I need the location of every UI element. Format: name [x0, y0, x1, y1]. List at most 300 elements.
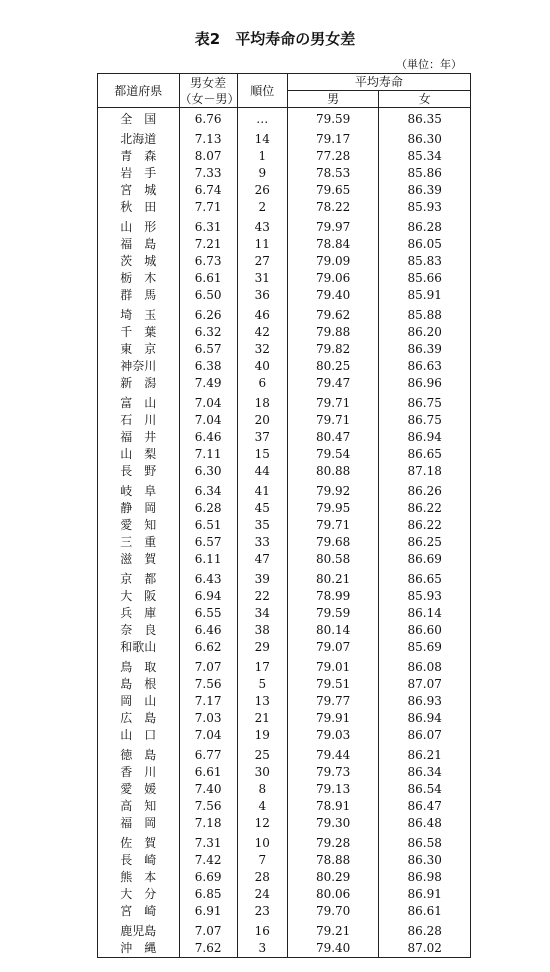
table-row	[98, 727, 471, 744]
rank-cell: 20	[237, 412, 287, 429]
table-row	[98, 412, 471, 429]
male-cell: 79.62	[287, 304, 379, 324]
male-cell: 79.40	[287, 287, 379, 304]
table-row	[98, 500, 471, 517]
male-cell: 80.25	[287, 358, 379, 375]
table-row	[98, 852, 471, 869]
female-cell: 86.39	[379, 341, 471, 358]
table-row	[98, 832, 471, 852]
female-cell: 86.96	[379, 375, 471, 392]
female-cell: 87.18	[379, 463, 471, 480]
rank-cell: 11	[237, 236, 287, 253]
diff-cell: 6.30	[179, 463, 237, 480]
male-cell: 80.06	[287, 886, 379, 903]
rank-cell: 29	[237, 639, 287, 656]
rank-cell: 14	[237, 128, 287, 148]
female-cell: 85.66	[379, 270, 471, 287]
male-cell: 79.65	[287, 182, 379, 199]
diff-cell: 6.55	[179, 605, 237, 622]
diff-cell: 6.46	[179, 622, 237, 639]
rank-cell: 21	[237, 710, 287, 727]
table-row	[98, 165, 471, 182]
female-cell: 86.34	[379, 764, 471, 781]
prefecture-cell: 岩 手	[98, 165, 180, 182]
rank-cell: 42	[237, 324, 287, 341]
diff-cell: 7.62	[179, 940, 237, 958]
header-female: 女	[379, 91, 471, 108]
rank-cell: 41	[237, 480, 287, 500]
male-cell: 78.88	[287, 852, 379, 869]
rank-cell: 16	[237, 920, 287, 940]
rank-cell: 44	[237, 463, 287, 480]
diff-cell: 7.07	[179, 656, 237, 676]
rank-cell: 45	[237, 500, 287, 517]
female-cell: 86.08	[379, 656, 471, 676]
prefecture-cell: 長 崎	[98, 852, 180, 869]
prefecture-cell: 福 井	[98, 429, 180, 446]
male-cell: 79.92	[287, 480, 379, 500]
prefecture-cell: 福 島	[98, 236, 180, 253]
table-row	[98, 236, 471, 253]
male-cell: 79.21	[287, 920, 379, 940]
male-cell: 79.09	[287, 253, 379, 270]
male-cell: 79.97	[287, 216, 379, 236]
female-cell: 86.30	[379, 128, 471, 148]
prefecture-cell: 三 重	[98, 534, 180, 551]
male-cell: 79.88	[287, 324, 379, 341]
female-cell: 86.22	[379, 517, 471, 534]
male-cell: 79.91	[287, 710, 379, 727]
prefecture-cell: 北海道	[98, 128, 180, 148]
prefecture-cell: 新 潟	[98, 375, 180, 392]
prefecture-cell: 群 馬	[98, 287, 180, 304]
table-row	[98, 656, 471, 676]
diff-cell: 6.26	[179, 304, 237, 324]
prefecture-cell: 石 川	[98, 412, 180, 429]
prefecture-cell: 神奈川	[98, 358, 180, 375]
table-row	[98, 588, 471, 605]
diff-cell: 7.40	[179, 781, 237, 798]
rank-cell: 28	[237, 869, 287, 886]
female-cell: 85.88	[379, 304, 471, 324]
female-cell: 85.93	[379, 588, 471, 605]
table-row	[98, 869, 471, 886]
diff-cell: 6.38	[179, 358, 237, 375]
prefecture-cell: 山 梨	[98, 446, 180, 463]
diff-cell: 7.04	[179, 727, 237, 744]
prefecture-cell: 徳 島	[98, 744, 180, 764]
diff-cell: 6.61	[179, 764, 237, 781]
prefecture-cell: 鹿児島	[98, 920, 180, 940]
prefecture-cell: 高 知	[98, 798, 180, 815]
table-row	[98, 710, 471, 727]
female-cell: 85.69	[379, 639, 471, 656]
male-cell: 79.71	[287, 412, 379, 429]
diff-cell: 6.50	[179, 287, 237, 304]
table-row	[98, 358, 471, 375]
male-cell: 79.68	[287, 534, 379, 551]
female-cell: 86.65	[379, 568, 471, 588]
rank-cell: 24	[237, 886, 287, 903]
diff-cell: 6.46	[179, 429, 237, 446]
prefecture-cell: 宮 城	[98, 182, 180, 199]
male-cell: 80.21	[287, 568, 379, 588]
diff-cell: 6.77	[179, 744, 237, 764]
male-cell: 79.44	[287, 744, 379, 764]
rank-cell: 2	[237, 199, 287, 216]
header-diff-line1: 男女差	[190, 75, 227, 90]
rank-cell: 40	[237, 358, 287, 375]
male-cell: 78.53	[287, 165, 379, 182]
table-row	[98, 108, 471, 129]
rank-cell: 35	[237, 517, 287, 534]
male-cell: 79.95	[287, 500, 379, 517]
rank-cell: 33	[237, 534, 287, 551]
prefecture-cell: 全 国	[98, 108, 180, 129]
prefecture-cell: 滋 賀	[98, 551, 180, 568]
life-expectancy-table	[97, 73, 471, 958]
male-cell: 78.22	[287, 199, 379, 216]
female-cell: 86.22	[379, 500, 471, 517]
male-cell: 77.28	[287, 148, 379, 165]
male-cell: 80.14	[287, 622, 379, 639]
table-row	[98, 798, 471, 815]
rank-cell: 32	[237, 341, 287, 358]
prefecture-cell: 青 森	[98, 148, 180, 165]
rank-cell: 5	[237, 676, 287, 693]
header-diff-line2: （女－男）	[179, 91, 240, 106]
female-cell: 86.07	[379, 727, 471, 744]
prefecture-cell: 兵 庫	[98, 605, 180, 622]
prefecture-cell: 愛 媛	[98, 781, 180, 798]
diff-cell: 6.34	[179, 480, 237, 500]
diff-cell: 6.43	[179, 568, 237, 588]
female-cell: 86.30	[379, 852, 471, 869]
diff-cell: 6.62	[179, 639, 237, 656]
male-cell: 79.73	[287, 764, 379, 781]
table-row	[98, 568, 471, 588]
rank-cell: 4	[237, 798, 287, 815]
diff-cell: 7.11	[179, 446, 237, 463]
prefecture-cell: 香 川	[98, 764, 180, 781]
diff-cell: 6.76	[179, 108, 237, 129]
table-row	[98, 480, 471, 500]
rank-cell: 34	[237, 605, 287, 622]
rank-cell: 38	[237, 622, 287, 639]
diff-cell: 7.07	[179, 920, 237, 940]
male-cell: 79.28	[287, 832, 379, 852]
female-cell: 85.91	[379, 287, 471, 304]
table-row	[98, 324, 471, 341]
rank-cell: 43	[237, 216, 287, 236]
male-cell: 78.99	[287, 588, 379, 605]
prefecture-cell: 栃 木	[98, 270, 180, 287]
rank-cell: 26	[237, 182, 287, 199]
rank-cell: 18	[237, 392, 287, 412]
table-row	[98, 815, 471, 832]
female-cell: 85.93	[379, 199, 471, 216]
prefecture-cell: 宮 崎	[98, 903, 180, 920]
rank-cell: 47	[237, 551, 287, 568]
prefecture-cell: 佐 賀	[98, 832, 180, 852]
female-cell: 86.93	[379, 693, 471, 710]
diff-cell: 7.31	[179, 832, 237, 852]
male-cell: 78.91	[287, 798, 379, 815]
male-cell: 79.17	[287, 128, 379, 148]
female-cell: 85.34	[379, 148, 471, 165]
diff-cell: 7.13	[179, 128, 237, 148]
table-row	[98, 392, 471, 412]
male-cell: 80.47	[287, 429, 379, 446]
female-cell: 86.28	[379, 216, 471, 236]
male-cell: 80.88	[287, 463, 379, 480]
prefecture-cell: 山 形	[98, 216, 180, 236]
diff-cell: 6.91	[179, 903, 237, 920]
table-row	[98, 128, 471, 148]
table-row	[98, 429, 471, 446]
female-cell: 86.60	[379, 622, 471, 639]
rank-cell: 15	[237, 446, 287, 463]
prefecture-cell: 埼 玉	[98, 304, 180, 324]
female-cell: 86.47	[379, 798, 471, 815]
rank-cell: 37	[237, 429, 287, 446]
prefecture-cell: 鳥 取	[98, 656, 180, 676]
female-cell: 86.58	[379, 832, 471, 852]
header-life-expectancy: 平均寿命	[287, 74, 470, 91]
male-cell: 79.03	[287, 727, 379, 744]
table-row	[98, 287, 471, 304]
male-cell: 79.77	[287, 693, 379, 710]
table-row	[98, 304, 471, 324]
female-cell: 86.61	[379, 903, 471, 920]
diff-cell: 8.07	[179, 148, 237, 165]
diff-cell: 6.74	[179, 182, 237, 199]
rank-cell: 19	[237, 727, 287, 744]
header-prefecture: 都道府県	[98, 74, 180, 108]
table-row	[98, 605, 471, 622]
prefecture-cell: 奈 良	[98, 622, 180, 639]
male-cell: 79.71	[287, 517, 379, 534]
diff-cell: 6.85	[179, 886, 237, 903]
rank-cell: 9	[237, 165, 287, 182]
female-cell: 86.25	[379, 534, 471, 551]
table-row	[98, 534, 471, 551]
diff-cell: 7.56	[179, 798, 237, 815]
table-row	[98, 182, 471, 199]
male-cell: 78.84	[287, 236, 379, 253]
table-row	[98, 693, 471, 710]
diff-cell: 7.17	[179, 693, 237, 710]
diff-cell: 7.21	[179, 236, 237, 253]
rank-cell: 25	[237, 744, 287, 764]
female-cell: 86.98	[379, 869, 471, 886]
table-row	[98, 216, 471, 236]
female-cell: 86.21	[379, 744, 471, 764]
table-row	[98, 622, 471, 639]
diff-cell: 6.57	[179, 341, 237, 358]
table-row	[98, 375, 471, 392]
table-row	[98, 446, 471, 463]
female-cell: 86.39	[379, 182, 471, 199]
female-cell: 86.05	[379, 236, 471, 253]
male-cell: 79.59	[287, 108, 379, 129]
table-row	[98, 270, 471, 287]
rank-cell: 27	[237, 253, 287, 270]
table-row	[98, 341, 471, 358]
male-cell: 79.07	[287, 639, 379, 656]
rank-cell: 39	[237, 568, 287, 588]
prefecture-cell: 和歌山	[98, 639, 180, 656]
male-cell: 79.54	[287, 446, 379, 463]
female-cell: 86.20	[379, 324, 471, 341]
diff-cell: 7.18	[179, 815, 237, 832]
rank-cell: 7	[237, 852, 287, 869]
male-cell: 79.01	[287, 656, 379, 676]
rank-cell: 46	[237, 304, 287, 324]
male-cell: 79.82	[287, 341, 379, 358]
table-row	[98, 764, 471, 781]
female-cell: 86.69	[379, 551, 471, 568]
female-cell: 86.91	[379, 886, 471, 903]
male-cell: 79.13	[287, 781, 379, 798]
prefecture-cell: 東 京	[98, 341, 180, 358]
female-cell: 86.54	[379, 781, 471, 798]
prefecture-cell: 長 野	[98, 463, 180, 480]
rank-cell: 1	[237, 148, 287, 165]
diff-cell: 7.71	[179, 199, 237, 216]
female-cell: 85.86	[379, 165, 471, 182]
table-title: 表2 平均寿命の男女差	[194, 30, 356, 48]
prefecture-cell: 岐 阜	[98, 480, 180, 500]
diff-cell: 7.04	[179, 412, 237, 429]
female-cell: 86.48	[379, 815, 471, 832]
rank-cell: 3	[237, 940, 287, 958]
male-cell: 79.30	[287, 815, 379, 832]
female-cell: 86.94	[379, 710, 471, 727]
male-cell: 79.47	[287, 375, 379, 392]
diff-cell: 6.69	[179, 869, 237, 886]
prefecture-cell: 富 山	[98, 392, 180, 412]
male-cell: 80.29	[287, 869, 379, 886]
female-cell: 85.83	[379, 253, 471, 270]
table-body	[98, 108, 471, 958]
rank-cell: 13	[237, 693, 287, 710]
female-cell: 87.07	[379, 676, 471, 693]
female-cell: 86.94	[379, 429, 471, 446]
table-row	[98, 253, 471, 270]
rank-cell: 8	[237, 781, 287, 798]
diff-cell: 6.57	[179, 534, 237, 551]
female-cell: 86.14	[379, 605, 471, 622]
unit-note: （単位：年）	[396, 58, 462, 71]
header-male: 男	[287, 91, 379, 108]
prefecture-cell: 山 口	[98, 727, 180, 744]
rank-cell: 17	[237, 656, 287, 676]
diff-cell: 6.11	[179, 551, 237, 568]
rank-cell: 30	[237, 764, 287, 781]
female-cell: 86.75	[379, 412, 471, 429]
table-row	[98, 781, 471, 798]
female-cell: 86.28	[379, 920, 471, 940]
table-row	[98, 517, 471, 534]
rank-cell: 10	[237, 832, 287, 852]
prefecture-cell: 千 葉	[98, 324, 180, 341]
rank-cell: 31	[237, 270, 287, 287]
prefecture-cell: 沖 縄	[98, 940, 180, 958]
rank-cell: 12	[237, 815, 287, 832]
prefecture-cell: 島 根	[98, 676, 180, 693]
diff-cell: 6.94	[179, 588, 237, 605]
table-row	[98, 148, 471, 165]
prefecture-cell: 茨 城	[98, 253, 180, 270]
female-cell: 86.75	[379, 392, 471, 412]
table-row	[98, 676, 471, 693]
table-row	[98, 551, 471, 568]
table-row	[98, 920, 471, 940]
table-row	[98, 940, 471, 958]
diff-cell: 7.04	[179, 392, 237, 412]
table-row	[98, 463, 471, 480]
table-row	[98, 744, 471, 764]
rank-cell: …	[237, 108, 287, 129]
rank-cell: 36	[237, 287, 287, 304]
female-cell: 86.65	[379, 446, 471, 463]
diff-cell: 6.32	[179, 324, 237, 341]
female-cell: 87.02	[379, 940, 471, 958]
diff-cell: 6.28	[179, 500, 237, 517]
diff-cell: 7.42	[179, 852, 237, 869]
table-row	[98, 639, 471, 656]
female-cell: 86.26	[379, 480, 471, 500]
table-row	[98, 886, 471, 903]
female-cell: 86.35	[379, 108, 471, 129]
diff-cell: 7.49	[179, 375, 237, 392]
prefecture-cell: 大 阪	[98, 588, 180, 605]
prefecture-cell: 秋 田	[98, 199, 180, 216]
prefecture-cell: 岡 山	[98, 693, 180, 710]
male-cell: 79.06	[287, 270, 379, 287]
diff-cell: 6.73	[179, 253, 237, 270]
prefecture-cell: 京 都	[98, 568, 180, 588]
diff-cell: 7.56	[179, 676, 237, 693]
male-cell: 79.70	[287, 903, 379, 920]
header-rank: 順位	[237, 74, 287, 108]
prefecture-cell: 愛 知	[98, 517, 180, 534]
male-cell: 79.71	[287, 392, 379, 412]
male-cell: 79.59	[287, 605, 379, 622]
rank-cell: 22	[237, 588, 287, 605]
prefecture-cell: 福 岡	[98, 815, 180, 832]
male-cell: 79.51	[287, 676, 379, 693]
prefecture-cell: 大 分	[98, 886, 180, 903]
prefecture-cell: 熊 本	[98, 869, 180, 886]
rank-cell: 23	[237, 903, 287, 920]
male-cell: 80.58	[287, 551, 379, 568]
table-row	[98, 903, 471, 920]
diff-cell: 6.61	[179, 270, 237, 287]
diff-cell: 6.31	[179, 216, 237, 236]
female-cell: 86.63	[379, 358, 471, 375]
diff-cell: 7.33	[179, 165, 237, 182]
diff-cell: 6.51	[179, 517, 237, 534]
table-row	[98, 199, 471, 216]
rank-cell: 6	[237, 375, 287, 392]
prefecture-cell: 広 島	[98, 710, 180, 727]
prefecture-cell: 静 岡	[98, 500, 180, 517]
diff-cell: 7.03	[179, 710, 237, 727]
male-cell: 79.40	[287, 940, 379, 958]
header-diff	[179, 74, 240, 108]
